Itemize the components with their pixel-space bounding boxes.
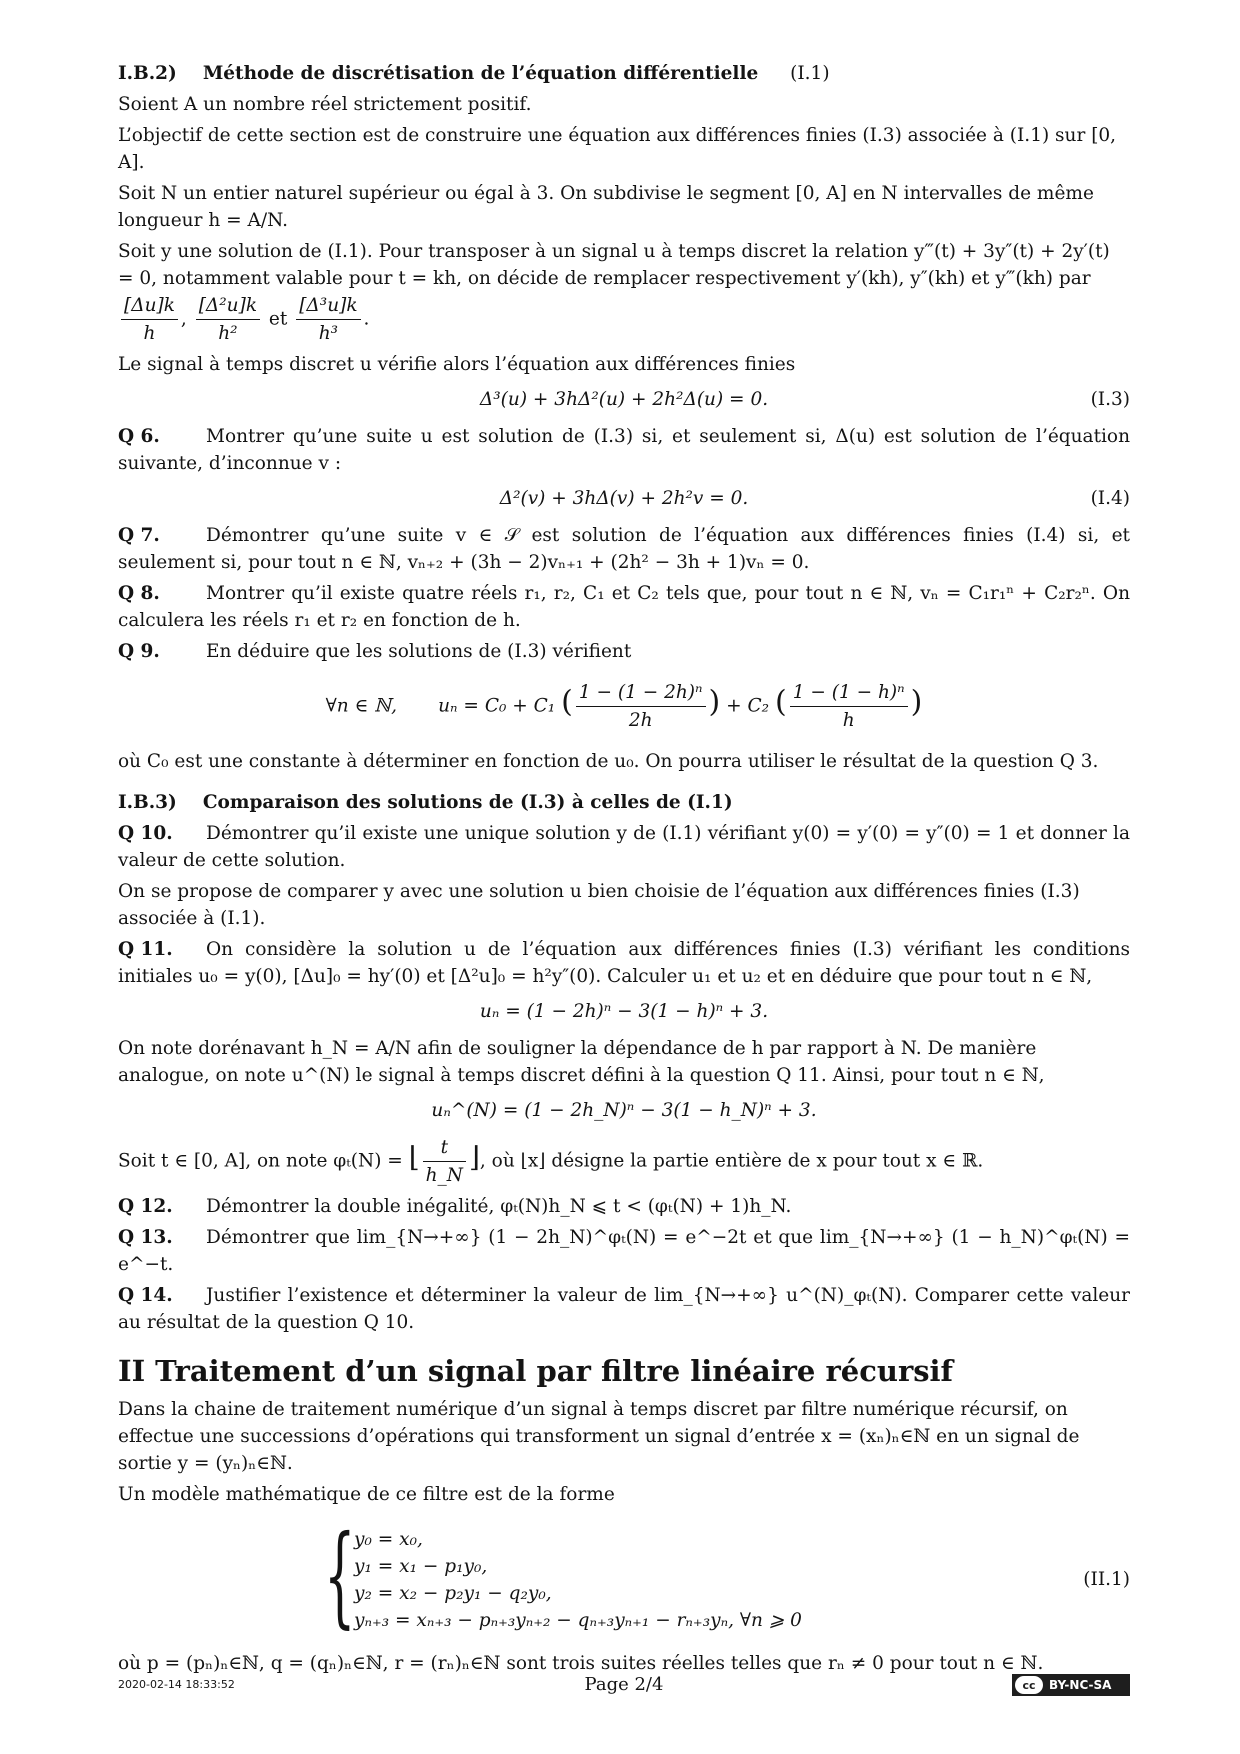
section-title: Traitement d’un signal par filtre linéaire récursif xyxy=(155,1354,954,1388)
equation-q9: ∀n ∈ ℕ, uₙ = C₀ + C₁ ( $\frac{\text{1 − (1 − 2h)ⁿ}}{2h}$ ) + C₂ ( $\frac{\text{1 − (1 − h)ⁿ}}{h}$ ) xyxy=(118,679,1130,734)
page-number: Page 2/4 xyxy=(584,1674,664,1695)
question-7: Q 7. Démontrer qu’une suite v ∈ 𝒮 est solution de l’équation aux différences finies (I.4) si, et seulement si, pour tout n ∈ ℕ, vₙ₊₂ + (3h − 2)vₙ₊₁ + (2h² − 3h + 1)vₙ = 0. xyxy=(118,525,1130,573)
equation-i3: Δ³(u) + 3hΔ²(u) + 2h²Δ(u) = 0. (I.3) xyxy=(118,386,1130,413)
question-10: Q 10. Démontrer qu’il existe une unique solution y de (I.1) vérifiant y(0) = y′(0) = y″(0) = 1 et donner la valeur de cette solution. xyxy=(118,823,1130,871)
system-line: yₙ₊₃ = xₙ₊₃ − pₙ₊₃yₙ₊₂ − qₙ₊₃yₙ₊₁ − rₙ₊₃yₙ, ∀n ⩾ 0 xyxy=(354,1610,802,1631)
question-11: Q 11. On considère la solution u de l’équation aux différences finies (I.3) vérifiant les conditions initiales u₀ = y(0), [Δu]₀ = hy′(0) et [Δ²u]₀ = h²y″(0). Calculer u₁ et u₂ et en déduire que pour tout n ∈ ℕ, xyxy=(118,939,1130,987)
subsection-ib2-heading xyxy=(118,60,1130,87)
subsection-ref: (I.1) xyxy=(790,63,830,84)
cc-icon: cc xyxy=(1015,1676,1043,1694)
page-footer xyxy=(118,1674,1130,1700)
fraction: $\frac{\text{[Δ²u]k}}{\text{h²}}$ xyxy=(196,292,260,347)
question-9: Q 9. En déduire que les solutions de (I.3) vérifient xyxy=(118,641,632,662)
equation-q11: uₙ = (1 − 2h)ⁿ − 3(1 − h)ⁿ + 3. xyxy=(479,1001,769,1022)
question-8: Q 8. Montrer qu’il existe quatre réels r₁, r₂, C₁ et C₂ tels que, pour tout n ∈ ℕ, vₙ = C₁r₁ⁿ + C₂r₂ⁿ. On calculera les réels r₁ et r₂ en fonction de h. xyxy=(118,583,1130,631)
section-number: II xyxy=(118,1354,146,1388)
equation-i4: Δ²(v) + 3hΔ(v) + 2h²v = 0. (I.4) xyxy=(118,485,1130,512)
system-line: y₂ = x₂ − p₂y₁ − q₂y₀, xyxy=(354,1583,552,1604)
paragraph: Un modèle mathématique de ce filtre est de la forme xyxy=(118,1484,615,1505)
license-badge xyxy=(1012,1674,1130,1696)
fraction: $\frac{t}{h\_N}$ xyxy=(423,1134,466,1189)
equation-tag: (II.1) xyxy=(1083,1569,1130,1590)
paragraph: Dans la chaine de traitement numérique d’un signal à temps discret par filtre numérique récursif, on effectue une successions d’opérations qui transforment un signal d’entrée x = (xₙ)ₙ∈ℕ en un signal de sortie y = (yₙ)ₙ∈ℕ. xyxy=(118,1399,1080,1474)
equation-system-ii1 xyxy=(118,1511,1130,1639)
question-6: Q 6. Montrer qu’une suite u est solution de (I.3) si, et seulement si, Δ(u) est solution de l’équation suivante, d’inconnue v : xyxy=(118,426,1130,474)
fraction: $\frac{\text{1 − (1 − h)ⁿ}}{h}$ xyxy=(790,679,908,734)
question-13: Q 13. Démontrer que lim_{N→+∞} (1 − 2h_N)^φₜ(N) = e^−2t et que lim_{N→+∞} (1 − h_N)^φₜ(N) = e^−t. xyxy=(118,1227,1130,1275)
subsection-title: Comparaison des solutions de (I.3) à celles de (I.1) xyxy=(202,792,733,813)
paragraph: On se propose de comparer y avec une solution u bien choisie de l’équation aux différences finies (I.3) associée à (I.1). xyxy=(118,881,1080,929)
system-lines xyxy=(354,1526,802,1634)
paragraph: Soit y une solution de (I.1). Pour transposer à un signal u à temps discret la relation y‴(t) + 3y″(t) + 2y′(t) = 0, notamment valable pour t = kh, on décide de remplacer respectivement y′(kh), y″(kh) et y‴(kh) par $\frac{[\Delta u]k}{h}$ , $\frac{\text{[Δ²u]k}}{\text{h²}}$ et $\frac{\text{[Δ³u]k}}{\text{h³}}$ . xyxy=(118,238,1130,347)
system-line: y₀ = x₀, xyxy=(354,1529,423,1550)
paragraph: Soient A un nombre réel strictement positif. xyxy=(118,94,532,115)
paragraph: Le signal à temps discret u vérifie alors l’équation aux différences finies xyxy=(118,354,796,375)
subsection-ib3-heading xyxy=(118,789,1130,816)
fraction: $\frac{[\Delta u]k}{h}$ xyxy=(121,292,178,347)
equation-un: uₙ^(N) = (1 − 2h_N)ⁿ − 3(1 − h_N)ⁿ + 3. xyxy=(431,1100,817,1121)
left-brace: { xyxy=(324,1511,356,1639)
equation-tag: (I.4) xyxy=(1090,488,1130,509)
paragraph: Soit N un entier naturel supérieur ou égal à 3. On subdivise le segment [0, A] en N intervalles de même longueur h = A/N. xyxy=(118,183,1094,231)
section-ii-heading xyxy=(118,1354,1130,1388)
paragraph: Soit t ∈ [0, A], on note φₜ(N) = ⌊ $\frac{t}{h\_N}$ ⌋, où ⌊x⌋ désigne la partie entière de x pour tout x ∈ ℝ. xyxy=(118,1134,1130,1189)
license-text: BY-NC-SA xyxy=(1049,1678,1112,1692)
subsection-number: I.B.3) xyxy=(118,792,177,813)
paragraph: où p = (pₙ)ₙ∈ℕ, q = (qₙ)ₙ∈ℕ, r = (rₙ)ₙ∈ℕ sont trois suites réelles telles que rₙ ≠ 0 pour tout n ∈ ℕ. xyxy=(118,1653,1044,1674)
fraction: $\frac{\text{1 − (1 − 2h)ⁿ}}{2h}$ xyxy=(576,679,706,734)
question-14: Q 14. Justifier l’existence et déterminer la valeur de lim_{N→+∞} u^(N)_φₜ(N). Comparer cette valeur au résultat de la question Q 10. xyxy=(118,1285,1130,1333)
fraction: $\frac{\text{[Δ³u]k}}{\text{h³}}$ xyxy=(296,292,360,347)
timestamp: 2020-02-14 18:33:52 xyxy=(118,1678,235,1691)
question-12: Q 12. Démontrer la double inégalité, φₜ(N)h_N ⩽ t < (φₜ(N) + 1)h_N. xyxy=(118,1196,792,1217)
system-line: y₁ = x₁ − p₁y₀, xyxy=(354,1556,488,1577)
paragraph: où C₀ est une constante à déterminer en fonction de u₀. On pourra utiliser le résultat de la question Q 3. xyxy=(118,751,1099,772)
paragraph: On note dorénavant h_N = A/N afin de souligner la dépendance de h par rapport à N. De manière analogue, on note u^(N) le signal à temps discret défini à la question Q 11. Ainsi, pour tout n ∈ ℕ, xyxy=(118,1038,1045,1086)
equation-tag: (I.3) xyxy=(1090,389,1130,410)
subsection-number: I.B.2) xyxy=(118,63,177,84)
paragraph: L’objectif de cette section est de construire une équation aux différences finies (I.3) associée à (I.1) sur [0, A]. xyxy=(118,125,1117,173)
document-page xyxy=(118,54,1130,1681)
subsection-title: Méthode de discrétisation de l’équation différentielle xyxy=(202,63,759,84)
